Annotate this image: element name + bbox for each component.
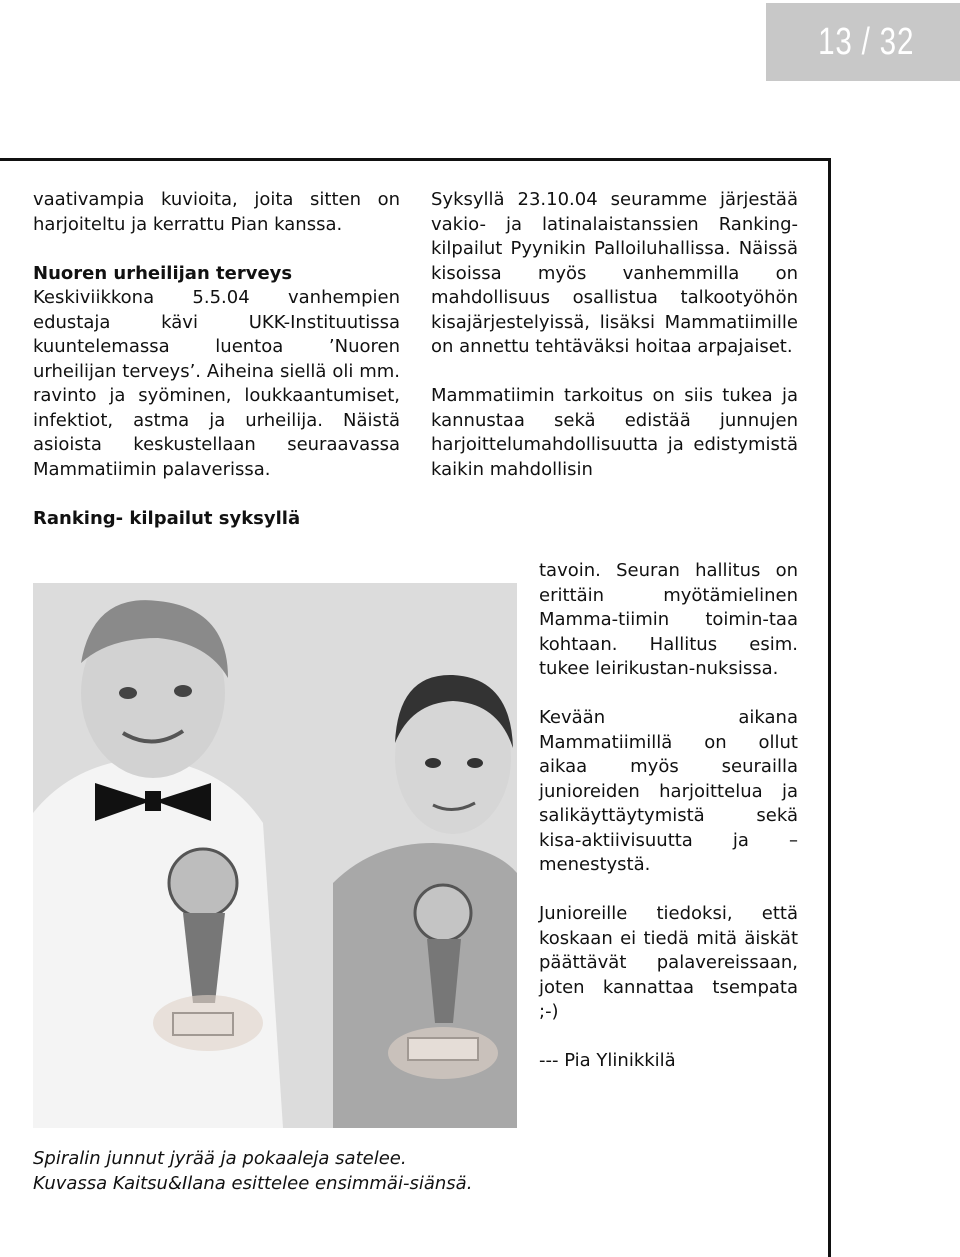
page-number: 13 / 32 — [817, 21, 914, 63]
caption-line-2: Kuvassa Kaitsu&Ilana esittelee ensimmäi-siänsä. — [33, 1173, 473, 1194]
caption-line-1: Spiralin junnut jyrää ja pokaaleja satelee. — [33, 1148, 407, 1169]
juniors-paragraph: Junioreille tiedoksi, että koskaan ei tiedä mitä äiskät päättävät palavereissaan, joten kannattaa tsempata ;-) — [539, 903, 798, 1022]
purpose-continued: tavoin. Seuran hallitus on erittäin myötämielinen Mamma-tiimin toimin-taa kohtaan. Hallitus esim. tukee leirikustan-nuksissa. — [539, 560, 798, 679]
frame-top-rule — [0, 158, 831, 161]
photo-illustration — [33, 583, 517, 1128]
frame-right-rule — [828, 158, 831, 1257]
ranking-heading: Ranking- kilpailut syksyllä — [33, 507, 301, 529]
intro-paragraph: vaativampia kuvioita, joita sitten on harjoiteltu ja kerrattu Pian kanssa. — [33, 189, 400, 235]
trophy-photo — [33, 583, 517, 1128]
signature: --- Pia Ylinikkilä — [539, 1050, 676, 1071]
health-paragraph: Keskiviikkona 5.5.04 vanhempien edustaja kävi UKK-Instituutissa kuuntelemassa luentoa ’Nuoren urheilijan terveys’. Aiheina siellä oli mm. ravinto ja syöminen, loukkaantumiset, infektiot, astma ja urheilija. Näistä asioista keskustellaan seuraavassa Mammatiimin palaverissa. — [33, 287, 400, 480]
ranking-paragraph: Syksyllä 23.10.04 seuramme järjestää vakio- ja latinalaistanssien Ranking-kilpailut Pyynikin Palloiluhallissa. Näissä kisoissa myös vanhemmilla on mahdollisuus osallistua talkootyöhön kisajärjestelyissä, lisäksi Mammatiimille on annettu tehtäväksi hoitaa arpajaiset. — [431, 189, 798, 357]
page-number-box — [766, 3, 960, 81]
left-column — [33, 188, 400, 531]
right-narrow-column — [539, 559, 798, 1074]
purpose-paragraph: Mammatiimin tarkoitus on siis tukea ja kannustaa sekä edistää junnujen harjoittelumahdollisuutta ja edistymistä kaikin mahdollisin — [431, 385, 798, 480]
spring-paragraph: Kevään aikana Mammatiimillä on ollut aikaa myös seurailla junioreiden harjoittelua ja salikäyttäytymistä sekä kisa-aktiivisuutta ja –menestystä. — [539, 707, 798, 875]
health-heading: Nuoren urheilijan terveys — [33, 262, 293, 284]
photo-caption — [33, 1146, 519, 1196]
right-column — [431, 188, 798, 482]
